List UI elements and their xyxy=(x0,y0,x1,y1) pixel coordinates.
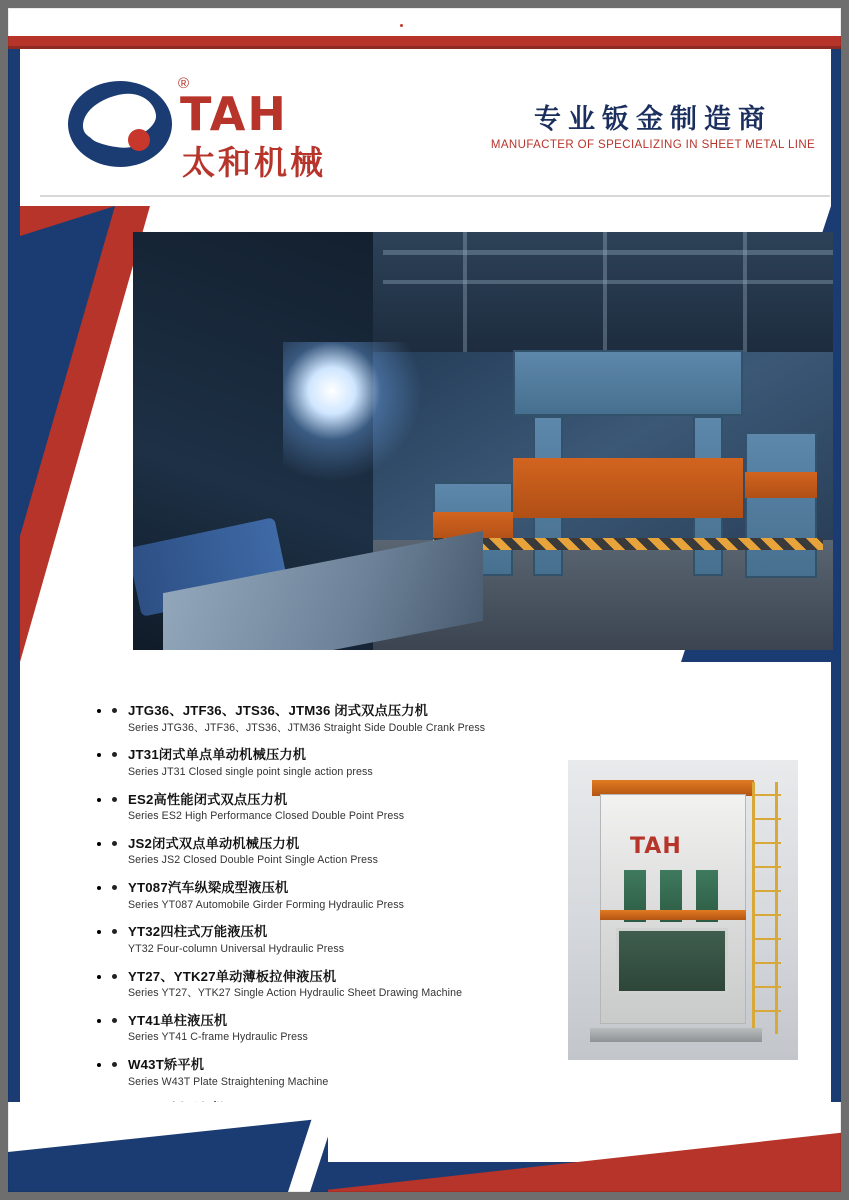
factory-welding-and-press-line-photo xyxy=(133,232,833,650)
list-item[interactable] xyxy=(112,1012,532,1045)
header-divider xyxy=(40,195,830,197)
product-name-cn: • JT31闭式单点单动机械压力机 xyxy=(128,747,307,763)
brand-name-en: TAH xyxy=(180,87,288,141)
product-name-en: Series JS2 Closed Double Point Single Action Press xyxy=(128,854,378,867)
product-name-en: Series ES2 High Performance Closed Double Point Press xyxy=(128,810,405,823)
product-name-en: Series YT41 C-frame Hydraulic Press xyxy=(128,1031,308,1044)
product-name-cn: • W43T矫平机 xyxy=(128,1057,205,1073)
list-item[interactable] xyxy=(112,879,532,912)
list-item[interactable] xyxy=(112,835,532,868)
hero-band xyxy=(20,206,831,662)
machine-ladder xyxy=(752,782,778,1034)
footer-blue-wedge xyxy=(8,1118,328,1192)
registered-mark: ® xyxy=(178,75,190,92)
product-name-cn: • JTG36、JTF36、JTS36、JTM36 闭式双点压力机 xyxy=(128,703,429,718)
brand-name-cn: 太和机械 xyxy=(182,144,326,181)
list-item[interactable] xyxy=(112,702,532,735)
product-name-cn: • YT41单柱液压机 xyxy=(128,1012,228,1028)
slogan-chinese: 专业钣金制造商 xyxy=(534,104,772,134)
slogan-english: MANUFACTER OF SPECIALIZING IN SHEET METAL LINE xyxy=(490,139,816,151)
product-name-en: Series YT27、YTK27 Single Action Hydraulic Sheet Drawing Machine xyxy=(128,987,463,1000)
left-blue-strip xyxy=(8,49,20,1192)
taihe-oval-logo-icon xyxy=(68,77,172,169)
product-name-cn: • ES2高性能闭式双点压力机 xyxy=(128,791,288,807)
product-name-cn: • JS2闭式双点单动机械压力机 xyxy=(128,835,300,851)
list-item[interactable] xyxy=(112,1056,532,1089)
machine-brand-label: TAH xyxy=(630,834,682,859)
product-name-en: YT32 Four-column Universal Hydraulic Press xyxy=(128,942,345,955)
top-red-bar xyxy=(8,36,841,46)
hydraulic-press-product-photo xyxy=(568,760,798,1060)
product-name-en: Series JTG36、JTF36、JTS36、JTM36 Straight Side Double Crank Press xyxy=(128,721,486,734)
footer-decoration xyxy=(8,1102,841,1192)
print-speck xyxy=(400,24,403,27)
list-item[interactable] xyxy=(112,746,532,779)
list-item[interactable] xyxy=(112,791,532,824)
product-name-cn: • YT087汽车纵梁成型液压机 xyxy=(128,880,289,896)
product-name-en: Series W43T Plate Straightening Machine xyxy=(128,1075,329,1088)
list-item[interactable] xyxy=(112,968,532,1001)
logo-zone xyxy=(68,69,368,179)
header xyxy=(20,49,831,197)
product-name-en: Series YT087 Automobile Girder Forming Hydraulic Press xyxy=(128,898,405,911)
list-item[interactable] xyxy=(112,923,532,956)
product-list-section xyxy=(20,668,831,1114)
product-name-cn: • YT27、YTK27单动薄板拉伸液压机 xyxy=(128,968,337,984)
product-name-en: Series JT31 Closed single point single action press xyxy=(128,765,373,778)
product-name-cn: • YT32四柱式万能液压机 xyxy=(128,924,268,940)
brochure-page xyxy=(8,8,841,1192)
